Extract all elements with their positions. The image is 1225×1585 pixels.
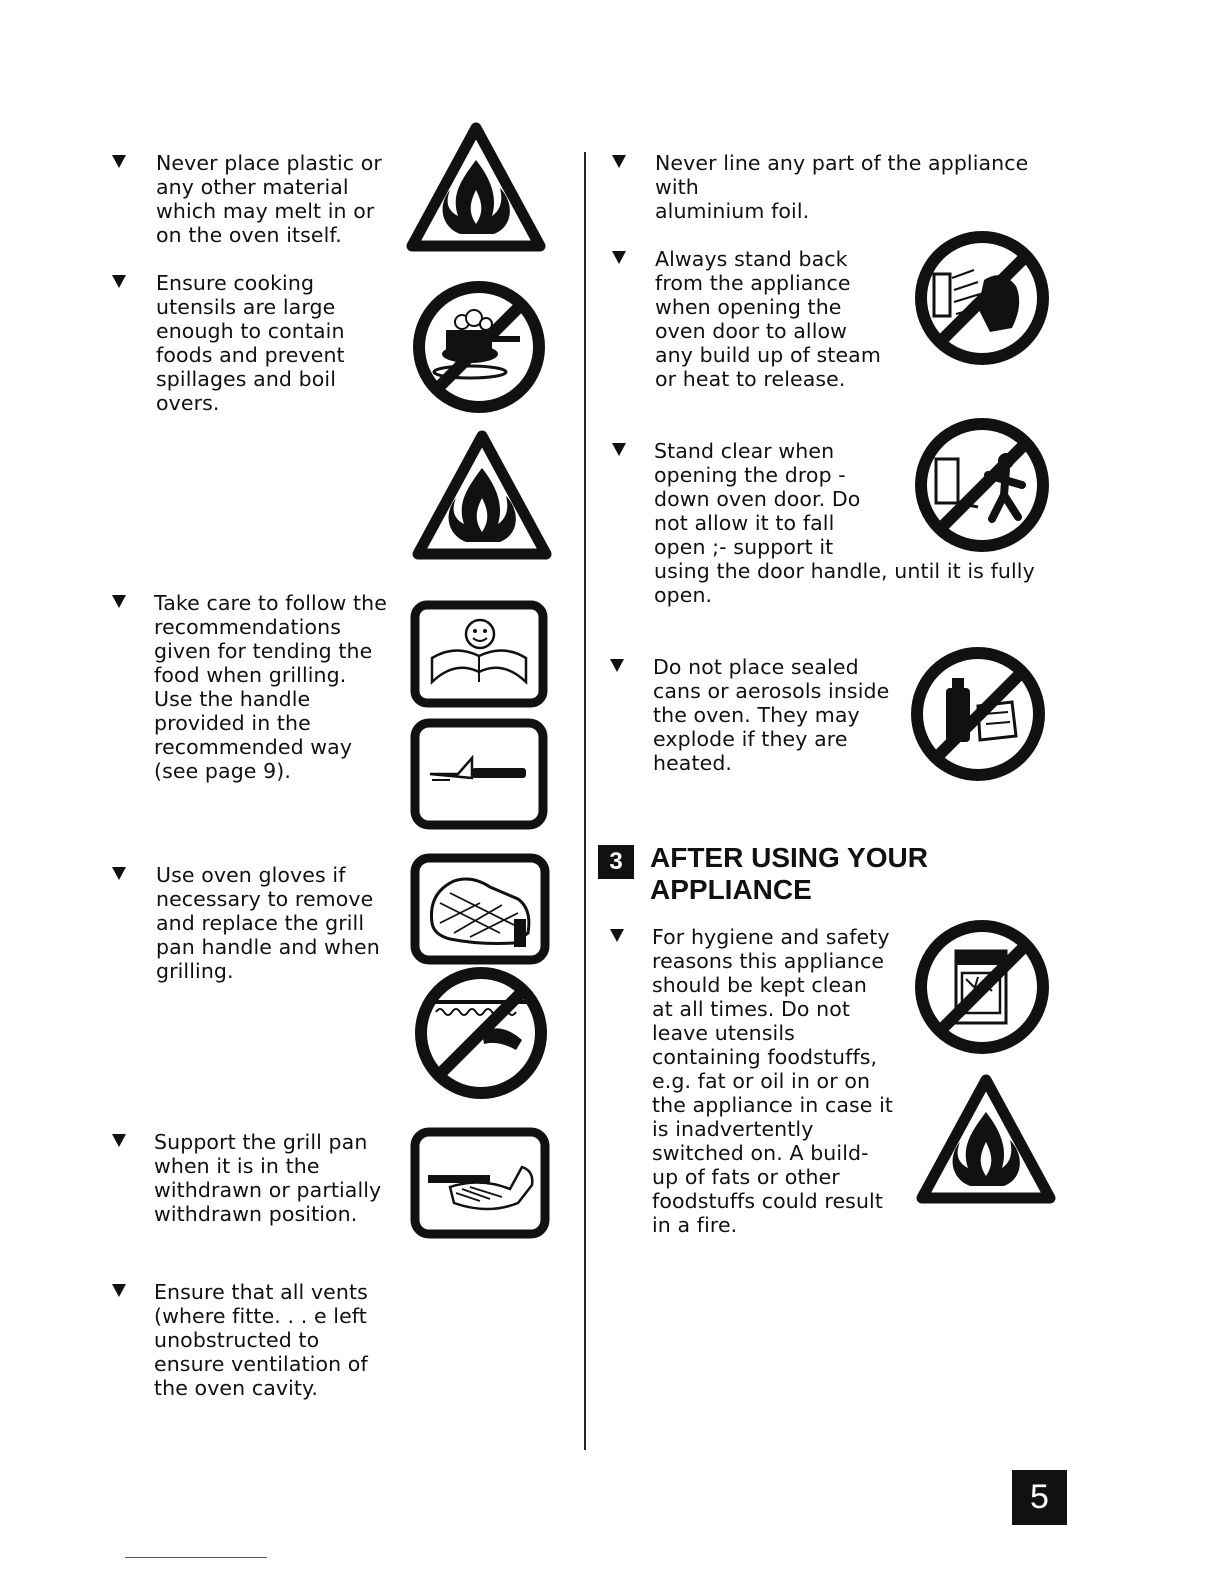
- item-text: Ensure cooking utensils are large enough to contain foods and prevent spillages and boil overs.: [156, 271, 345, 415]
- item-text: Always stand back from the appliance when opening the oven door to allow any build up of steam or heat to release.: [655, 247, 881, 391]
- no-reaching-grill-icon: [412, 964, 550, 1102]
- section-title: AFTER USING YOUR APPLIANCE: [650, 842, 928, 905]
- column-divider: [584, 152, 586, 1450]
- support-grill-pan-icon: [410, 1127, 550, 1239]
- footer-line: [125, 1557, 267, 1558]
- bullet-icon: [112, 1284, 126, 1297]
- no-aerosol-icon: [908, 644, 1048, 784]
- bullet-icon: [610, 929, 624, 942]
- item-text: Take care to follow the recommendations given for tending the food when grilling. Use the handle provided in the recommended way (see page 9).: [154, 591, 387, 783]
- bullet-icon: [112, 867, 126, 880]
- read-instructions-icon: [410, 600, 548, 708]
- no-steam-face-icon: [912, 228, 1052, 368]
- bullet-icon: [112, 1134, 126, 1147]
- item-text: Support the grill pan when it is in the withdrawn or partially withdrawn position.: [154, 1130, 382, 1226]
- no-dirty-cooker-icon: [912, 917, 1052, 1057]
- no-boil-over-icon: [410, 278, 548, 416]
- item-text: Do not place sealed cans or aerosols inside the oven. They may explode if they are heated.: [653, 655, 890, 775]
- fire-warning-icon: [916, 1072, 1056, 1208]
- section-number: 3: [598, 845, 634, 879]
- page-number: 5: [1012, 1470, 1067, 1525]
- bullet-icon: [112, 595, 126, 608]
- no-falling-door-icon: [912, 415, 1052, 555]
- bullet-icon: [112, 275, 126, 288]
- fire-warning-icon: [412, 428, 552, 564]
- item-text: Stand clear when opening the drop - down oven door. Do not allow it to fall open ;- support it using the door handle, until it is fully open.: [654, 439, 1035, 607]
- fire-warning-icon: [406, 120, 546, 256]
- bullet-icon: [612, 251, 626, 264]
- item-text: Never place plastic or any other material which may melt in or on the oven itself.: [156, 151, 382, 247]
- grill-handle-icon: [410, 718, 548, 830]
- item-text: Ensure that all vents (where fitte. . . e left unobstructed to ensure ventilation of the oven cavity.: [154, 1280, 368, 1400]
- item-text: For hygiene and safety reasons this appliance should be kept clean at all times. Do not leave utensils containing foodstuffs, e.g. fat or oil in or on the appliance in case it is inadvertently switched on. A build- up of fats or other foodstuffs could result in a fire.: [652, 925, 894, 1237]
- bullet-icon: [112, 155, 126, 168]
- bullet-icon: [610, 659, 624, 672]
- oven-glove-icon: [410, 853, 550, 965]
- bullet-icon: [612, 443, 626, 456]
- item-text: Never line any part of the appliance with aluminium foil.: [655, 151, 1029, 223]
- bullet-icon: [612, 155, 626, 168]
- item-text: Use oven gloves if necessary to remove and replace the grill pan handle and when grilling.: [156, 863, 380, 983]
